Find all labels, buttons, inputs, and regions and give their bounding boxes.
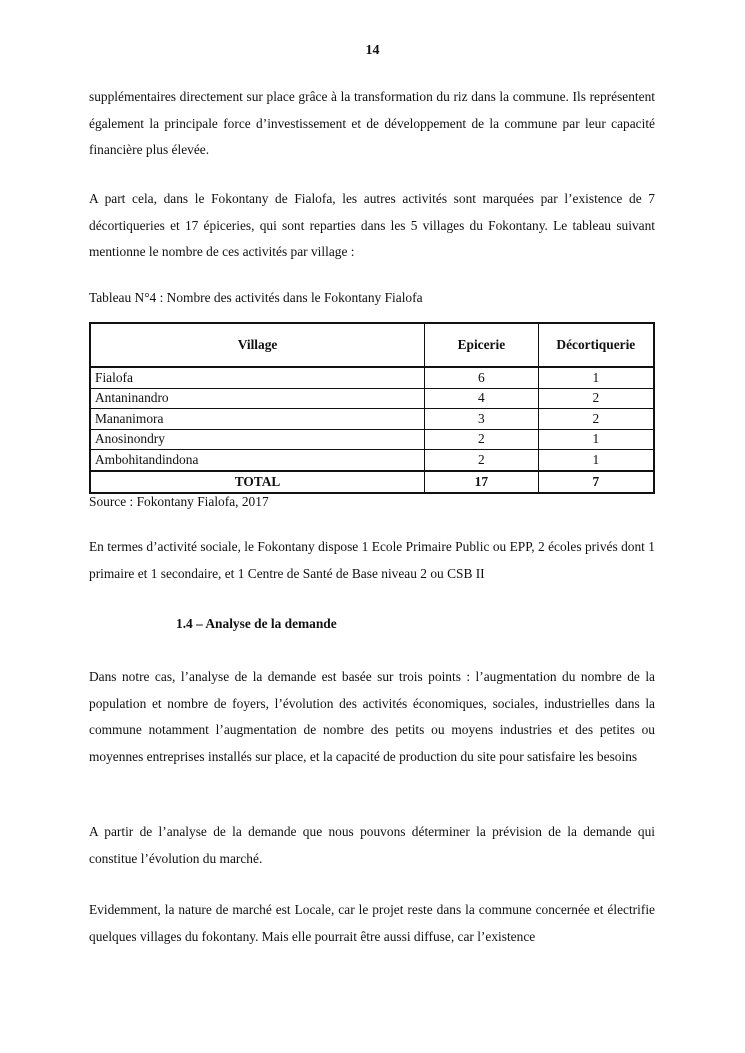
cell-decortiquerie: 1 <box>538 429 654 450</box>
paragraph-social: En termes d’activité sociale, le Fokontany dispose 1 Ecole Primaire Public ou EPP, 2 écoles privés dont 1 primaire et 1 secondaire, et 1 Centre de Santé de Base niveau 2 ou CSB II <box>89 539 655 581</box>
cell-epicerie: 4 <box>425 388 539 409</box>
cell-epicerie: 3 <box>425 409 539 430</box>
table-row <box>90 409 654 430</box>
cell-epicerie: 2 <box>425 429 539 450</box>
table-total-row <box>90 471 654 493</box>
table-source: Source : Fokontany Fialofa, 2017 <box>89 494 269 509</box>
page-number: 14 <box>365 43 380 58</box>
cell-decortiquerie: 1 <box>538 367 654 388</box>
paragraph-market: Evidemment, la nature de marché est Locale, car le projet reste dans la commune concernée et électrifie quelques villages du fokontany. Mais elle pourrait être aussi diffuse, car l’existence <box>89 902 655 944</box>
cell-epicerie: 2 <box>425 450 539 471</box>
paragraph-activities: A part cela, dans le Fokontany de Fialofa, les autres activités sont marquées par l’existence de 7 décortiqueries et 17 épiceries, qui sont reparties dans les 5 villages du Fokontany. Le tableau suivant mentionne le nombre de ces activités par village : <box>89 191 655 259</box>
table-row <box>90 429 654 450</box>
cell-decortiquerie: 2 <box>538 388 654 409</box>
paragraph-demand-analysis: Dans notre cas, l’analyse de la demande est basée sur trois points : l’augmentation du nombre de la population et nombre de foyers, l’évolution des activités économiques, sociales, industrielles dans la commune notamment l’augmentation de nombre des petits ou moyens industries et des petites ou moyennes entreprises installés sur place, et la capacité de production du site pour satisfaire les besoins <box>89 669 655 764</box>
total-label: TOTAL <box>90 471 425 493</box>
table-row <box>90 388 654 409</box>
table-row <box>90 367 654 388</box>
cell-village: Mananimora <box>90 409 425 430</box>
header-decortiquerie: Décortiquerie <box>538 323 654 367</box>
header-village: Village <box>90 323 425 367</box>
section-heading: 1.4 – Analyse de la demande <box>176 616 337 631</box>
cell-decortiquerie: 2 <box>538 409 654 430</box>
paragraph-investment: supplémentaires directement sur place grâce à la transformation du riz dans la commune. Ils représentent également la principale force d’investissement et de développement de la commune par leur capacité financière plus élevée. <box>89 89 655 157</box>
table-header-row <box>90 323 654 367</box>
paragraph-forecast: A partir de l’analyse de la demande que nous pouvons déterminer la prévision de la demande qui constitue l’évolution du marché. <box>89 824 655 866</box>
cell-village: Antaninandro <box>90 388 425 409</box>
table-caption: Tableau N°4 : Nombre des activités dans le Fokontany Fialofa <box>89 290 423 305</box>
cell-decortiquerie: 1 <box>538 450 654 471</box>
activities-table <box>89 322 655 494</box>
cell-epicerie: 6 <box>425 367 539 388</box>
header-epicerie: Epicerie <box>425 323 539 367</box>
table-row <box>90 450 654 471</box>
cell-village: Anosinondry <box>90 429 425 450</box>
cell-village: Fialofa <box>90 367 425 388</box>
total-epicerie: 17 <box>425 471 539 493</box>
total-decortiquerie: 7 <box>538 471 654 493</box>
cell-village: Ambohitandindona <box>90 450 425 471</box>
